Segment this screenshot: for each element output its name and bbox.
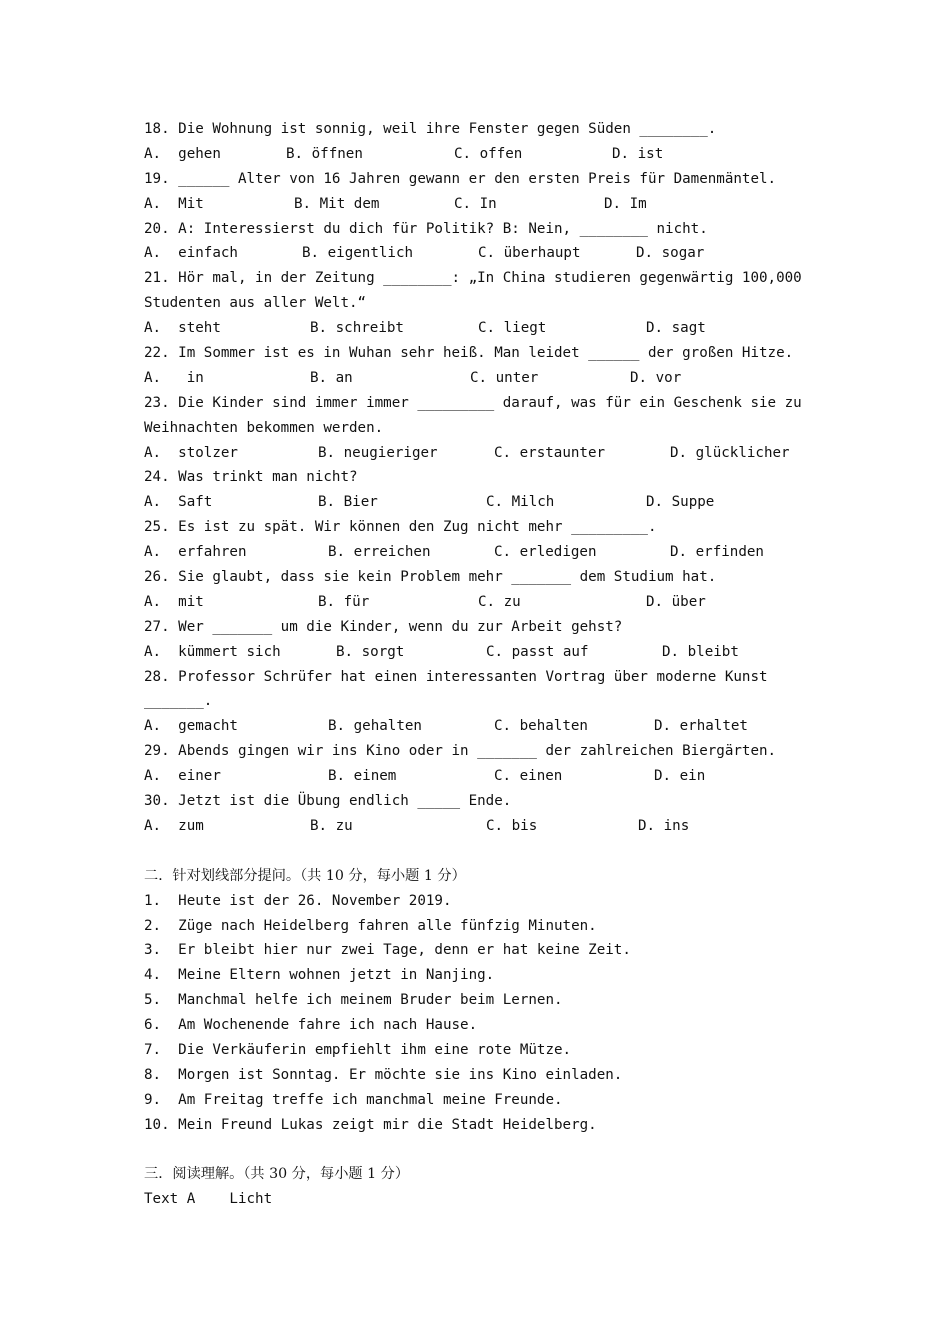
question-text: 30. Jetzt ist die Übung endlich _____ Ende. — [144, 793, 512, 810]
answer-option[interactable]: B. Bier — [318, 494, 378, 511]
question-text: 20. A: Interessierst du dich für Politik? B: Nein, ________ nicht. — [144, 220, 708, 237]
answer-option[interactable]: C. Milch — [486, 494, 555, 511]
answer-option[interactable]: A. einfach — [144, 245, 238, 262]
list-item: 5. Manchmal helfe ich meinem Bruder beim Lernen. — [144, 992, 563, 1009]
question-text: 21. Hör mal, in der Zeitung ________: „In China studieren gegenwärtig 100,000 — [144, 270, 802, 287]
spacer — [144, 1138, 804, 1163]
answer-option[interactable]: D. ist — [612, 145, 664, 162]
answer-option[interactable]: A. kümmert sich — [144, 643, 281, 660]
spacer — [144, 839, 804, 864]
answer-option[interactable]: A. stolzer — [144, 444, 238, 461]
answer-option[interactable]: C. passt auf — [486, 643, 589, 660]
answer-option[interactable]: D. glücklicher — [670, 444, 790, 461]
answer-option[interactable]: D. sogar — [636, 245, 705, 262]
answer-option[interactable]: B. einem — [328, 768, 397, 785]
answer-option[interactable]: A. mit — [144, 593, 204, 610]
answer-option[interactable]: B. schreibt — [310, 320, 404, 337]
answer-option[interactable]: B. sorgt — [336, 643, 405, 660]
answer-option[interactable]: A. einer — [144, 768, 221, 785]
answer-option[interactable]: B. eigentlich — [302, 245, 414, 262]
list-item: 10. Mein Freund Lukas zeigt mir die Stadt Heidelberg. — [144, 1116, 597, 1133]
answer-option[interactable]: A. gehen — [144, 145, 221, 162]
multiple-choice-list — [144, 117, 804, 839]
answer-option[interactable]: C. überhaupt — [478, 245, 581, 262]
list-item: 9. Am Freitag treffe ich manchmal meine Freunde. — [144, 1091, 563, 1108]
question-text: 19. ______ Alter von 16 Jahren gewann er den ersten Preis für Damenmäntel. — [144, 170, 777, 187]
answer-options — [144, 540, 804, 565]
answer-option[interactable]: B. öffnen — [286, 145, 363, 162]
answer-option[interactable]: D. Suppe — [646, 494, 715, 511]
answer-option[interactable]: D. bleibt — [662, 643, 739, 660]
answer-option[interactable]: D. sagt — [646, 320, 706, 337]
section-3-title: 三．阅读理解。（共 30 分，每小题 1 分） — [144, 1166, 410, 1183]
answer-option[interactable]: A. zum — [144, 817, 204, 834]
list-item: 4. Meine Eltern wohnen jetzt in Nanjing. — [144, 967, 495, 984]
answer-options — [144, 714, 804, 739]
answer-options — [144, 241, 804, 266]
question-list — [144, 889, 804, 1138]
answer-option[interactable]: D. erfinden — [670, 544, 764, 561]
question-text-continued: _______. — [144, 693, 213, 710]
list-item: 2. Züge nach Heidelberg fahren alle fünfzig Minuten. — [144, 917, 597, 934]
answer-option[interactable]: A. in — [144, 369, 204, 386]
question-text: 25. Es ist zu spät. Wir können den Zug nicht mehr _________. — [144, 519, 657, 536]
section-2-title: 二．针对划线部分提问。（共 10 分，每小题 1 分） — [144, 867, 466, 884]
answer-option[interactable]: D. ein — [654, 768, 706, 785]
answer-options — [144, 366, 804, 391]
question-text: 18. Die Wohnung ist sonnig, weil ihre Fenster gegen Süden ________. — [144, 121, 717, 137]
answer-option[interactable]: C. offen — [454, 145, 523, 162]
answer-option[interactable]: C. bis — [486, 817, 538, 834]
answer-option[interactable]: C. erstaunter — [494, 444, 606, 461]
list-item: 7. Die Verkäuferin empfiehlt ihm eine rote Mütze. — [144, 1041, 572, 1058]
answer-option[interactable]: D. vor — [630, 369, 682, 386]
answer-option[interactable]: C. behalten — [494, 718, 588, 735]
question-text: 24. Was trinkt man nicht? — [144, 469, 358, 486]
answer-option[interactable]: C. In — [454, 195, 497, 212]
text-a-heading: Text A Licht — [144, 1191, 273, 1208]
answer-options — [144, 590, 804, 615]
answer-options — [144, 490, 804, 515]
answer-option[interactable]: B. an — [310, 369, 353, 386]
answer-option[interactable]: A. Saft — [144, 494, 213, 511]
answer-option[interactable]: B. für — [318, 593, 370, 610]
question-text: 29. Abends gingen wir ins Kino oder in _______ der zahlreichen Biergärten. — [144, 743, 777, 760]
list-item: 6. Am Wochenende fahre ich nach Hause. — [144, 1017, 478, 1034]
answer-options — [144, 441, 804, 466]
answer-options — [144, 814, 804, 839]
answer-option[interactable]: A. Mit — [144, 195, 204, 212]
list-item: 8. Morgen ist Sonntag. Er möchte sie ins Kino einladen. — [144, 1066, 623, 1083]
answer-option[interactable]: B. neugieriger — [318, 444, 438, 461]
question-text: 23. Die Kinder sind immer immer _________ darauf, was für ein Geschenk sie zu — [144, 394, 802, 411]
answer-option[interactable]: C. liegt — [478, 320, 547, 337]
answer-options — [144, 640, 804, 665]
answer-option[interactable]: B. erreichen — [328, 544, 431, 561]
answer-option[interactable]: C. einen — [494, 768, 563, 785]
answer-option[interactable]: D. über — [646, 593, 706, 610]
question-text: 28. Professor Schrüfer hat einen interessanten Vortrag über moderne Kunst — [144, 668, 768, 685]
answer-option[interactable]: B. gehalten — [328, 718, 422, 735]
answer-options — [144, 316, 804, 341]
answer-option[interactable]: D. ins — [638, 817, 690, 834]
answer-options — [144, 192, 804, 217]
answer-option[interactable]: C. zu — [478, 593, 521, 610]
answer-option[interactable]: D. erhaltet — [654, 718, 748, 735]
answer-option[interactable]: B. Mit dem — [294, 195, 380, 212]
question-text-continued: Studenten aus aller Welt.“ — [144, 295, 367, 312]
answer-option[interactable]: C. unter — [470, 369, 539, 386]
answer-option[interactable]: B. zu — [310, 817, 353, 834]
answer-option[interactable]: C. erledigen — [494, 544, 597, 561]
answer-option[interactable]: A. gemacht — [144, 718, 238, 735]
question-text-continued: Weihnachten bekommen werden. — [144, 419, 384, 436]
answer-option[interactable]: A. erfahren — [144, 544, 247, 561]
answer-options — [144, 764, 804, 789]
answer-option[interactable]: A. steht — [144, 320, 221, 337]
list-item: 3. Er bleibt hier nur zwei Tage, denn er hat keine Zeit. — [144, 942, 631, 959]
list-item: 1. Heute ist der 26. November 2019. — [144, 892, 452, 909]
question-text: 22. Im Sommer ist es in Wuhan sehr heiß. Man leidet ______ der großen Hitze. — [144, 345, 794, 362]
document-page — [144, 117, 804, 1212]
question-text: 27. Wer _______ um die Kinder, wenn du zur Arbeit gehst? — [144, 618, 623, 635]
question-text: 26. Sie glaubt, dass sie kein Problem mehr _______ dem Studium hat. — [144, 569, 717, 586]
answer-options — [144, 142, 804, 167]
answer-option[interactable]: D. Im — [604, 195, 647, 212]
